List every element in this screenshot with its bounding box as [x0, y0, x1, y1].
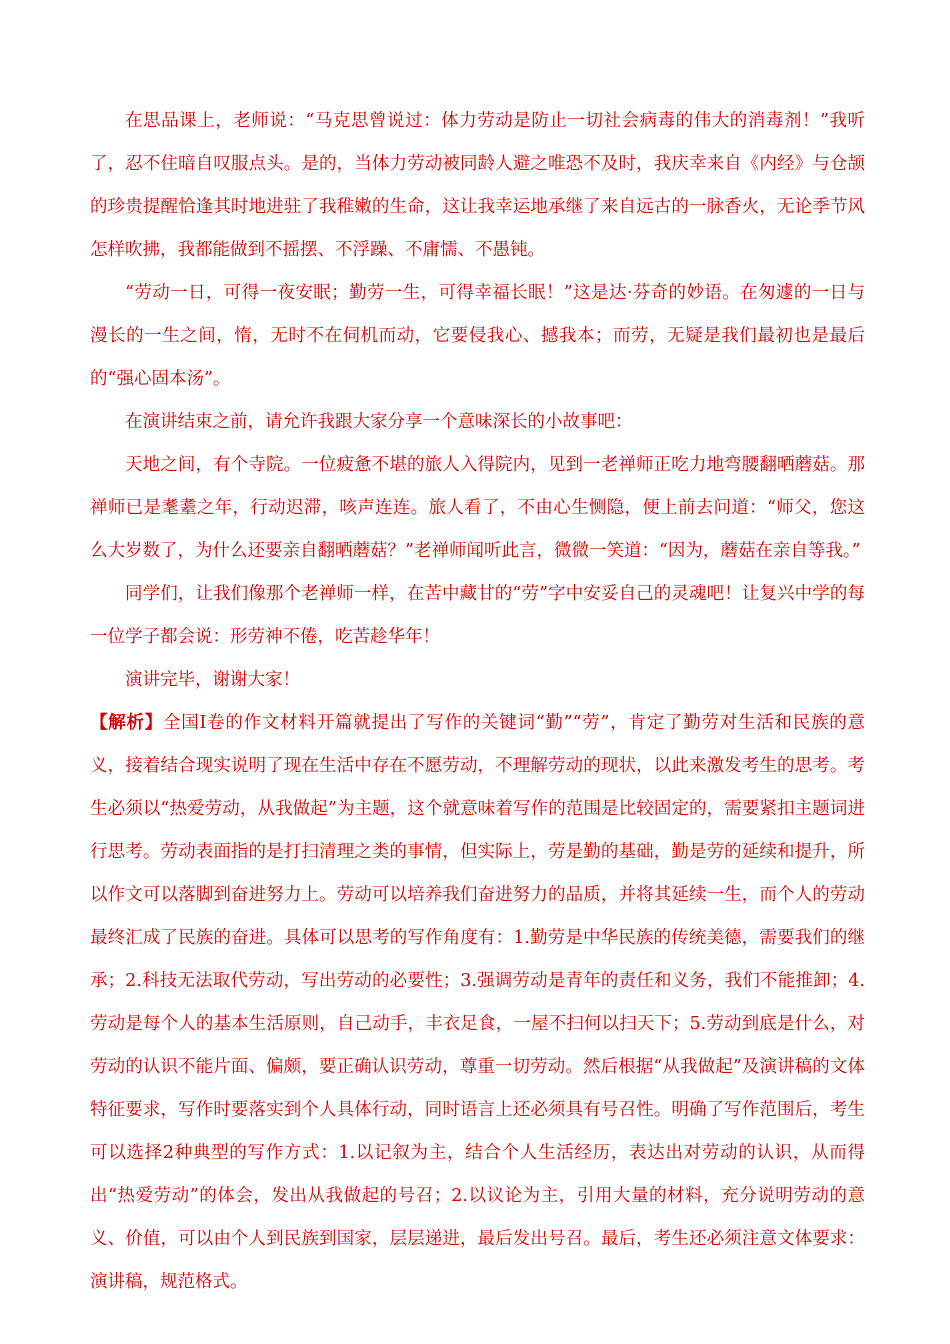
document-body [90, 100, 865, 1304]
speech-paragraph-1: 在思品课上，老师说：“马克思曾说过：体力劳动是防止一切社会病毒的伟大的消毒剂！”我听了，忍不住暗自叹服点头。是的，当体力劳动被同龄人避之唯恐不及时，我庆幸来自《内经》与仓颉的珍贵提醒恰逢其时地进驻了我稚嫩的生命，这让我幸运地承继了来自远古的一脉香火，无论季节风怎样吹拂，我都能做到不摇摆、不浮躁、不庸懦、不愚钝。 [90, 111, 865, 260]
speech-paragraph-4: 天地之间，有个寺院。一位疲惫不堪的旅人入得院内，见到一老禅师正吃力地弯腰翻晒蘑菇。那禅师已是耄耋之年，行动迟滞，咳声连连。旅人看了，不由心生恻隐，便上前去问道：“师父，您这么大岁数了，为什么还要亲自翻晒蘑菇？”老禅师闻听此言，微微一笑道：“因为，蘑菇在亲自等我。” [90, 455, 865, 561]
analysis-section [90, 702, 865, 1304]
speech-paragraph-2: “劳动一日，可得一夜安眠；勤劳一生，可得幸福长眠！”这是达·芬奇的妙语。在匆遽的一日与漫长的一生之间，惰，无时不在伺机而动，它要侵我心、撼我本；而劳，无疑是我们最初也是最后的“强心固本汤”。 [90, 283, 865, 389]
speech-paragraph-3: 在演讲结束之前，请允许我跟大家分享一个意味深长的小故事吧： [125, 412, 633, 432]
analysis-text: 全国Ⅰ卷的作文材料开篇就提出了写作的关键词“勤”“劳”，肯定了勤劳对生活和民族的意义，接着结合现实说明了现在生活中存在不愿劳动，不理解劳动的现状，以此来激发考生的思考。考生必须以“热爱劳动，从我做起”为主题，这个就意味着写作的范围是比较固定的，需要紧扣主题词进行思考。劳动表面指的是打扫清理之类的事情，但实际上，劳是勤的基础，勤是劳的延续和提升，所以作文可以落脚到奋进努力上。劳动可以培养我们奋进努力的品质，并将其延续一生，而个人的劳动最终汇成了民族的奋进。具体可以思考的写作角度有：1.勤劳是中华民族的传统美德，需要我们的继承；2.科技无法取代劳动，写出劳动的必要性；3.强调劳动是青年的责任和义务，我们不能推卸；4.劳动是每个人的基本生活原则，自己动手，丰衣足食，一屋不扫何以扫天下；5.劳动到底是什么，对劳动的认识不能片面、偏颇，要正确认识劳动，尊重一切劳动。然后根据“从我做起”及演讲稿的文体特征要求，写作时要落实到个人具体行动，同时语言上还必须具有号召性。明确了写作范围后，考生可以选择2种典型的写作方式：1.以记叙为主，结合个人生活经历，表达出对劳动的认识，从而得出“热爱劳动”的体会，发出从我做起的号召；2.以议论为主，引用大量的材料，充分说明劳动的意义、价值，可以由个人到民族到国家，层层递进，最后发出号召。最后，考生还必须注意文体要求：演讲稿，规范格式。 [90, 713, 866, 1292]
speech-paragraph-5: 同学们，让我们像那个老禅师一样，在苦中藏甘的“劳”字中安妥自己的灵魂吧！让复兴中学的每一位学子都会说：形劳神不倦，吃苦趁华年！ [90, 584, 865, 647]
analysis-tag: 【解析】 [90, 713, 164, 733]
speech-closing: 演讲完毕，谢谢大家！ [125, 670, 300, 690]
